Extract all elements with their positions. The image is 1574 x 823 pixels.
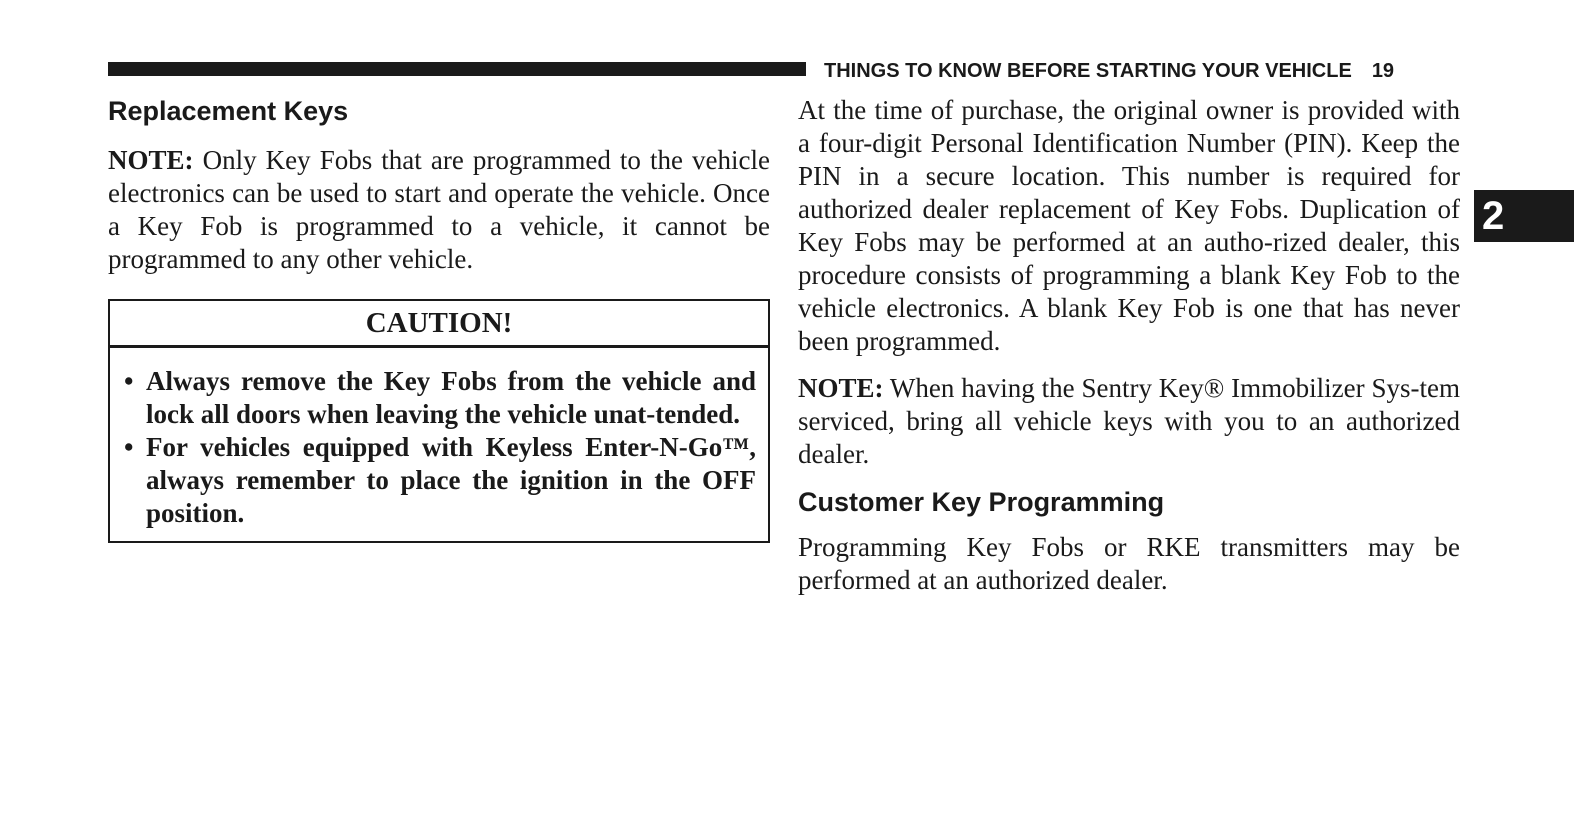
- caution-item-text: Always remove the Key Fobs from the vehicle and lock all doors when leaving the vehicle unat-tended.: [146, 366, 756, 429]
- note-paragraph: [108, 144, 770, 276]
- replacement-keys-heading: Replacement Keys: [108, 96, 349, 126]
- pin-paragraph: At the time of purchase, the original owner is provided with a four-digit Personal Identification Number (PIN). Keep the PIN in a secure location. This number is required for authorized dealer replacement of Key Fobs. Duplication of Key Fobs may be performed at an autho-rized dealer, this procedure consists of programming a blank Key Fob to the vehicle electronics. A blank Key Fob is one that has never been programmed.: [798, 95, 1460, 356]
- chapter-tab: 2: [1474, 190, 1574, 242]
- bullet-icon: •: [124, 432, 134, 462]
- customer-key-programming-heading: Customer Key Programming: [798, 487, 1165, 517]
- caution-box: [108, 299, 770, 543]
- note-paragraph: [798, 372, 1460, 471]
- note-label: NOTE:: [798, 373, 884, 403]
- section-title: THINGS TO KNOW BEFORE STARTING YOUR VEHICLE: [824, 60, 1352, 82]
- caution-title: CAUTION!: [110, 301, 768, 348]
- note-text: Only Key Fobs that are programmed to the vehicle electronics can be used to start and operate the vehicle. Once a Key Fob is programmed to a vehicle, it cannot be programmed to any other vehicle.: [108, 145, 770, 274]
- left-column: [108, 94, 770, 543]
- page-number: 19: [1371, 60, 1395, 82]
- caution-list: [110, 348, 768, 541]
- caution-item-text: For vehicles equipped with Keyless Enter-N-Go™, always remember to place the ignition in the OFF position.: [146, 432, 756, 528]
- note-text: When having the Sentry Key® Immobilizer Sys-tem serviced, bring all vehicle keys with you to an authorized dealer.: [798, 373, 1461, 469]
- note-label: NOTE:: [108, 145, 194, 175]
- header-rule: [108, 62, 806, 76]
- caution-item: [124, 365, 756, 431]
- bullet-icon: •: [124, 366, 134, 396]
- right-column: [798, 94, 1460, 597]
- programming-paragraph: Programming Key Fobs or RKE transmitters may be performed at an authorized dealer.: [798, 532, 1460, 595]
- caution-item: [124, 431, 756, 530]
- running-header: [824, 58, 1464, 84]
